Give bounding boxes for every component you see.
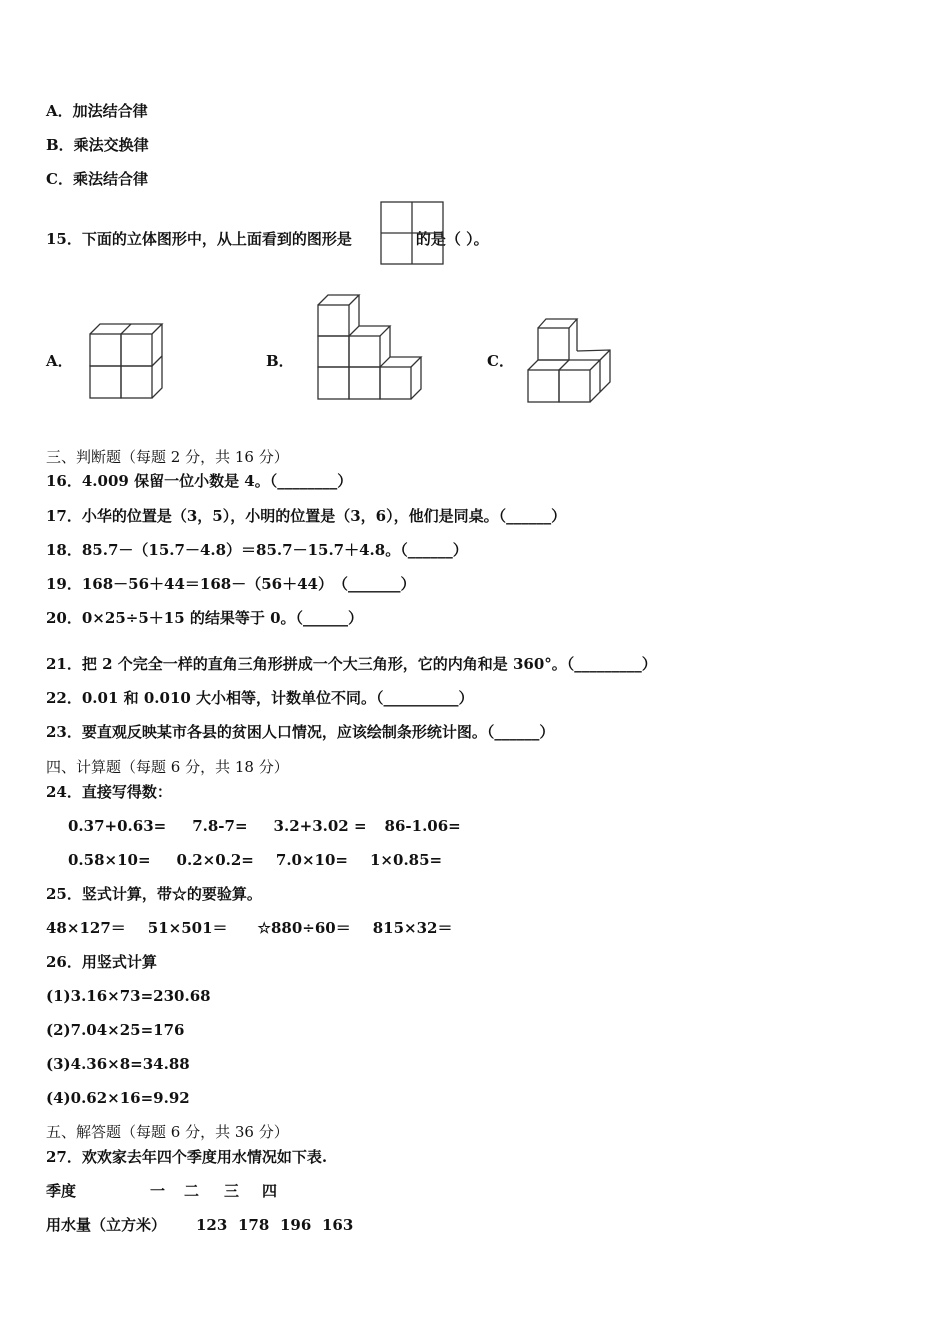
judge-item-18: 18．85.7－（15.7－4.8）＝85.7－15.7＋4.8。（______） bbox=[46, 541, 468, 559]
q24-r1-item-1: 0.37+0.63= bbox=[68, 817, 167, 835]
q15-option-a-figure bbox=[88, 320, 164, 400]
q26-item-4: (4)0.62×16=9.92 bbox=[46, 1089, 190, 1107]
judge-item-16: 16．4.009 保留一位小数是 4。（________） bbox=[46, 472, 353, 490]
q25-item-1: 48×127＝ bbox=[46, 919, 126, 937]
q27-table-value-row bbox=[46, 1215, 362, 1235]
q26-item-3: (3)4.36×8=34.88 bbox=[46, 1055, 190, 1073]
q15-option-b-label: B． bbox=[266, 352, 294, 370]
q27-value-3: 196 bbox=[280, 1216, 312, 1234]
q24-r1-item-2: 7.8-7= bbox=[192, 817, 248, 835]
q15-option-c-label: C． bbox=[487, 352, 514, 370]
q26-title: 26．用竖式计算 bbox=[46, 953, 157, 971]
q24-row-1 bbox=[68, 816, 461, 836]
q27-value-4: 163 bbox=[322, 1216, 354, 1234]
q27-row-label: 用水量（立方米） bbox=[46, 1216, 167, 1234]
q27-value-2: 178 bbox=[238, 1216, 270, 1234]
q25-item-3: ☆880÷60＝ bbox=[257, 919, 351, 937]
q15-top-view-figure bbox=[380, 201, 444, 265]
judge-item-17: 17．小华的位置是（3，5），小明的位置是（3，6），他们是同桌。（______） bbox=[46, 507, 567, 525]
q14-option-a: A．加法结合律 bbox=[46, 102, 148, 120]
section-3-heading: 三、判断题（每题 2 分，共 16 分） bbox=[46, 448, 289, 466]
q15-option-c-figure bbox=[526, 316, 614, 406]
q15-text-before: 15．下面的立体图形中，从上面看到的图形是 bbox=[46, 230, 352, 248]
q25-title: 25．竖式计算，带☆的要验算。 bbox=[46, 885, 262, 903]
q27-quarter-1: 一 bbox=[150, 1182, 166, 1200]
section-5-heading: 五、解答题（每题 6 分，共 36 分） bbox=[46, 1123, 289, 1141]
judge-item-19: 19．168－56＋44＝168－（56＋44） （_______） bbox=[46, 575, 416, 593]
q25-items bbox=[46, 918, 453, 938]
q27-header-label: 季度 bbox=[46, 1182, 77, 1200]
q24-r2-item-2: 0.2×0.2= bbox=[176, 851, 254, 869]
q15-text-after: 的是（ ）。 bbox=[415, 230, 489, 248]
q24-title: 24．直接写得数： bbox=[46, 783, 172, 801]
judge-item-23: 23．要直观反映某市各县的贫困人口情况，应该绘制条形统计图。（______） bbox=[46, 723, 555, 741]
q27-quarter-4: 四 bbox=[262, 1182, 278, 1200]
q27-quarter-3: 三 bbox=[224, 1182, 240, 1200]
section-4-heading: 四、计算题（每题 6 分，共 18 分） bbox=[46, 758, 289, 776]
judge-item-22: 22．0.01 和 0.010 大小相等，计数单位不同。（__________） bbox=[46, 689, 474, 707]
q25-item-2: 51×501＝ bbox=[147, 919, 228, 937]
q27-quarter-2: 二 bbox=[184, 1182, 200, 1200]
q27-table-header-row bbox=[46, 1181, 292, 1201]
q26-item-2: (2)7.04×25=176 bbox=[46, 1021, 185, 1039]
q27-value-1: 123 bbox=[196, 1216, 228, 1234]
q24-r2-item-1: 0.58×10= bbox=[68, 851, 151, 869]
q25-item-4: 815×32＝ bbox=[372, 919, 453, 937]
q15-option-a-label: A． bbox=[46, 352, 73, 370]
q24-r1-item-3: 3.2+3.02 = bbox=[273, 817, 367, 835]
q24-row-2 bbox=[68, 850, 442, 870]
q24-r2-item-3: 7.0×10= bbox=[275, 851, 348, 869]
q14-option-c: C．乘法结合律 bbox=[46, 170, 148, 188]
q14-option-b: B．乘法交换律 bbox=[46, 136, 149, 154]
q24-r1-item-4: 86-1.06= bbox=[384, 817, 461, 835]
q24-r2-item-4: 1×0.85= bbox=[370, 851, 443, 869]
judge-item-21: 21．把 2 个完全一样的直角三角形拼成一个大三角形，它的内角和是 360°。（_________） bbox=[46, 655, 657, 673]
q15-option-b-figure bbox=[316, 291, 422, 403]
q27-title: 27．欢欢家去年四个季度用水情况如下表. bbox=[46, 1148, 328, 1166]
judge-item-20: 20．0×25÷5＋15 的结果等于 0。（______） bbox=[46, 609, 364, 627]
q26-item-1: (1)3.16×73=230.68 bbox=[46, 987, 211, 1005]
